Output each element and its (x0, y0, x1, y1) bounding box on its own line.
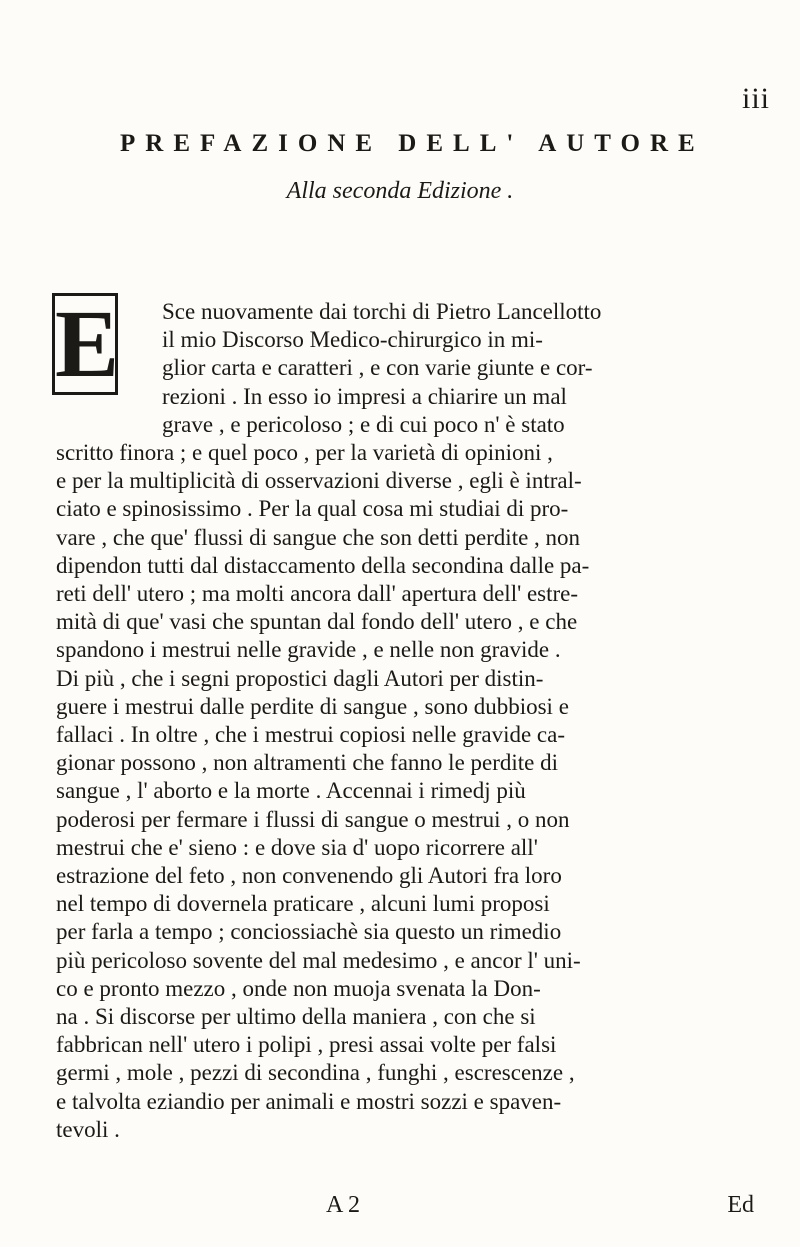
text-line: tevoli . (56, 1116, 120, 1142)
text-line: glior carta e caratteri , e con varie giunte e cor- (162, 355, 593, 381)
text-line: dipendon tutti dal distaccamento della secondina dalle pa- (56, 552, 590, 578)
page-subtitle: Alla seconda Edizione . (286, 178, 514, 204)
text-line: più pericoloso sovente del mal medesimo , e ancor l' uni- (56, 947, 581, 973)
text-line: per farla a tempo ; conciossiachè sia questo un rimedio (56, 919, 562, 945)
text-line: co e pronto mezzo , onde non muoja svenata la Don- (56, 975, 541, 1001)
text-line: Sce nuovamente dai torchi di Pietro Lancellotto (162, 299, 602, 324)
text-line: guere i mestrui dalle perdite di sangue , sono dubbiosi e (56, 693, 569, 719)
signature-mark: A 2 (326, 1192, 361, 1218)
text-line: fallaci . In oltre , che i mestrui copiosi nelle gravide ca- (56, 722, 565, 748)
text-line: grave , e pericoloso ; e di cui poco n' è stato (162, 411, 565, 437)
text-line: germi , mole , pezzi di secondina , funghi , escrescenze , (56, 1060, 575, 1086)
drop-cap: E (52, 293, 118, 395)
text-line: e talvolta eziandio per animali e mostri sozzi e spaven- (56, 1088, 562, 1114)
catchword: Ed (727, 1192, 754, 1218)
text-line: poderosi per fermare i flussi di sangue o mestrui , o non (56, 806, 570, 832)
text-line: vare , che que' flussi di sangue che son detti perdite , non (56, 524, 581, 550)
text-line: il mio Discorso Medico-chirurgico in mi- (162, 327, 543, 353)
text-line: e per la multiplicità di osservazioni diverse , egli è intral- (56, 468, 582, 494)
page-title: PREFAZIONE DELL' AUTORE (120, 130, 705, 157)
text-line: scritto finora ; e quel poco , per la varietà di opinioni , (56, 440, 553, 466)
text-line: mità di que' vasi che spuntan dal fondo dell' utero , e che (56, 609, 578, 635)
text-line: sangue , l' aborto e la morte . Accennai i rimedj più (56, 778, 526, 804)
text-line: mestrui che e' sieno : e dove sia d' uopo ricorrere all' (56, 834, 538, 860)
text-line: ciato e spinosissimo . Per la qual cosa mi studiai di pro- (56, 496, 569, 522)
page-number: iii (741, 82, 770, 115)
text-line: na . Si discorse per ultimo della maniera , con che si (56, 1004, 536, 1030)
text-line: rezioni . In esso io impresi a chiarire un mal (162, 383, 567, 409)
text-line: nel tempo di dovernela praticare , alcuni lumi proposi (56, 891, 550, 917)
text-line: spandono i mestrui nelle gravide , e nelle non gravide . (56, 637, 561, 663)
text-line: reti dell' utero ; ma molti ancora dall' apertura dell' estre- (56, 581, 579, 607)
page-footer (0, 1192, 800, 1222)
body-text (56, 298, 796, 1144)
text-line: Di più , che i segni propostici dagli Autori per distin- (56, 665, 544, 691)
text-line: estrazione del feto , non convenendo gli Autori fra loro (56, 863, 562, 889)
text-line: fabbrican nell' utero i polipi , presi assai volte per falsi (56, 1032, 557, 1058)
text-line: gionar possono , non altramenti che fanno le perdite di (56, 750, 559, 776)
